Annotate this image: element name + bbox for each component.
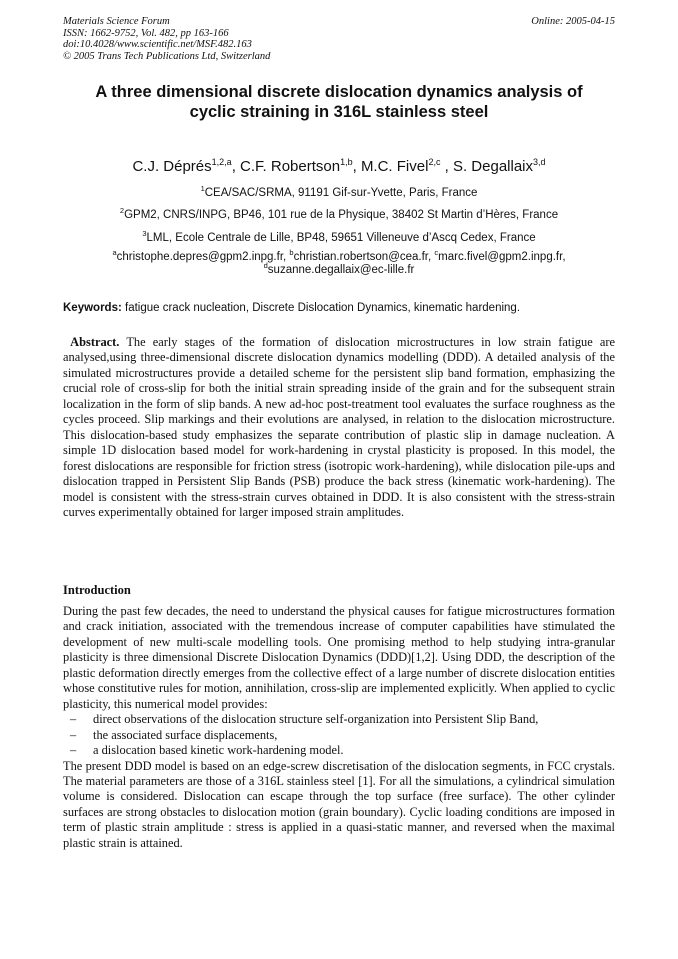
author-affiliation-marker: 1,2,a — [211, 157, 232, 167]
introduction-section — [63, 604, 615, 851]
bullet-dash: – — [70, 727, 77, 742]
email-marker: d — [263, 261, 268, 271]
author-emails — [63, 248, 615, 277]
author-name: C.J. Déprés — [132, 158, 212, 175]
journal-issn: ISSN: 1662-9752, Vol. 482, pp 163-166 — [63, 27, 229, 39]
list-item — [63, 728, 615, 743]
paper-title — [63, 82, 615, 122]
author-name: M.C. Fivel — [360, 158, 429, 175]
list-item-text: the associated surface displacements, — [93, 727, 278, 742]
author-affiliation-marker: 2,c — [428, 157, 441, 167]
journal-doi[interactable]: doi:10.4028/www.scientific.net/MSF.482.163 — [63, 39, 252, 50]
author-name: S. Degallaix — [452, 158, 534, 175]
email-marker: a — [112, 248, 117, 258]
introduction-heading: Introduction — [63, 583, 131, 597]
bullet-dash: – — [70, 743, 77, 758]
affiliation-text: CEA/SAC/SRMA, 91191 Gif-sur-Yvette, Paris, France — [204, 187, 478, 199]
abstract-label: Abstract. — [70, 335, 120, 349]
email-marker: b — [289, 248, 294, 258]
author-separator: , — [231, 158, 241, 175]
affiliation-marker: 2 — [119, 206, 125, 216]
affiliation-1 — [63, 186, 615, 200]
affiliation-text: LML, Ecole Centrale de Lille, BP48, 59651 Villeneuve d’Ascq Cedex, France — [146, 232, 536, 244]
email-link[interactable]: christian.robertson@cea.fr — [293, 251, 428, 263]
introduction-paragraph-1: During the past few decades, the need to understand the physical causes for fatigue microstructures formation and crack initiation, associated with the tremendous increase of computer capabilities have stimulated the development of new multi-scale modelling tools. One promising method to help studying intra-granular plasticity is three dimensional Discrete Dislocation Dynamics (DDD)[1,2]. Using DDD, the description of the plastic deformation directly emerges from the collective effect of a large number of discrete dislocation entities whose constitutive rules for motion, annihilation, cross-slip are implemented explicitly. When applied to cyclic plasticity, this numerical model provides: — [63, 604, 615, 711]
list-item — [63, 712, 615, 727]
bullet-dash: – — [70, 712, 77, 727]
email-link[interactable]: marc.fivel@gpm2.inpg.fr — [438, 251, 563, 263]
affiliation-marker: 1 — [200, 184, 205, 194]
keywords-text: fatigue crack nucleation, Discrete Dislocation Dynamics, kinematic hardening. — [125, 302, 521, 314]
list-item-text: a dislocation based kinetic work-hardening model. — [93, 743, 344, 758]
email-marker: c — [434, 248, 439, 258]
affiliation-text: GPM2, CNRS/INPG, BP46, 101 rue de la Physique, 38402 St Martin d’Hères, France — [124, 209, 559, 221]
keywords-label: Keywords: — [63, 302, 122, 314]
email-line-1: $^a$christophe.depres@gpm2.inpg.fr, $^b$christian.robertson@cea.fr, $^c$marc.fivel@gpm2.inpg.fr, — [112, 248, 566, 263]
affiliation-2 — [63, 208, 615, 222]
journal-copyright: © 2005 Trans Tech Publications Ltd, Switzerland — [63, 50, 271, 62]
journal-header — [63, 16, 615, 62]
author-name: C.F. Robertson — [240, 158, 341, 175]
abstract-text: The early stages of the formation of dislocation microstructures in low strain fatigue are analysed,using three-dimensional discrete dislocation dynamics modelling (DDD). A detailed analysis of the simulated microstructures provide a detailed scheme for the persistent slip band formation, emphasizing the crucial role of cross-slip for both the initial strain spreading inside of the grain and for the subsequent strain localization in the form of slip bands. A new ad-hoc post-treatment tool evaluates the surface roughness as the cycles proceed. Slip markings and their evolutions are analysed, in relation to the dislocation microstructure. This dislocation-based study emphasizes the separate contribution of plastic slip in damage nucleation. A simple 1D dislocation based model for work-hardening in crystal plasticity is proposed. In this model, the forest dislocations are responsible for friction stress (isotropic work-hardening), while dislocation pile-ups and dislocation trapped in Persistent Slip Bands (PSB) produce the back stress (kinematic work-hardening). The model is consistent with the stress-strain curves obtained in DDD. It is also consistent with the stress-strain curves experimentally obtained for larger imposed strain amplitudes. — [63, 335, 615, 519]
author-separator: , — [440, 158, 453, 175]
introduction-bullet-list — [63, 712, 615, 758]
abstract — [63, 335, 615, 520]
email-link[interactable]: suzanne.degallaix@ec-lille.fr — [267, 264, 415, 276]
email-line-2 — [63, 261, 615, 277]
introduction-paragraph-2: The present DDD model is based on an edge-screw discretisation of the dislocation segments, in FCC crystals. The material parameters are those of a 316L stainless steel [1]. For all the simulations, a cylindrical simulation volume is considered. Dislocation can escape through the top surface (free surface). The other cylinder surfaces are strong obstacles to dislocation motion (grain boundary). Cyclic loading conditions are imposed in term of plastic strain amplitude : stress is applied in a quasi-static manner, and reversed when the maximal plastic strain is attained. — [63, 758, 615, 850]
author-affiliation-marker: 3,d — [533, 157, 546, 167]
list-item — [63, 743, 615, 758]
online-date: Online: 2005-04-15 — [531, 16, 615, 27]
affiliation-3 — [63, 231, 615, 245]
journal-name: Materials Science Forum — [63, 16, 170, 27]
author-affiliation-marker: 1,b — [340, 157, 353, 167]
affiliation-marker: 3 — [142, 229, 147, 239]
email-link[interactable]: christophe.depres@gpm2.inpg.fr — [116, 251, 284, 263]
paper-title-line-1: A three dimensional discrete dislocation dynamics analysis of — [95, 83, 583, 101]
paper-title-line-2: cyclic straining in 316L stainless steel — [189, 103, 489, 121]
list-item-text: direct observations of the dislocation structure self-organization into Persistent Slip Band, — [93, 712, 539, 727]
keywords — [63, 301, 615, 315]
author-separator: , — [352, 158, 361, 175]
author-list — [63, 158, 615, 176]
